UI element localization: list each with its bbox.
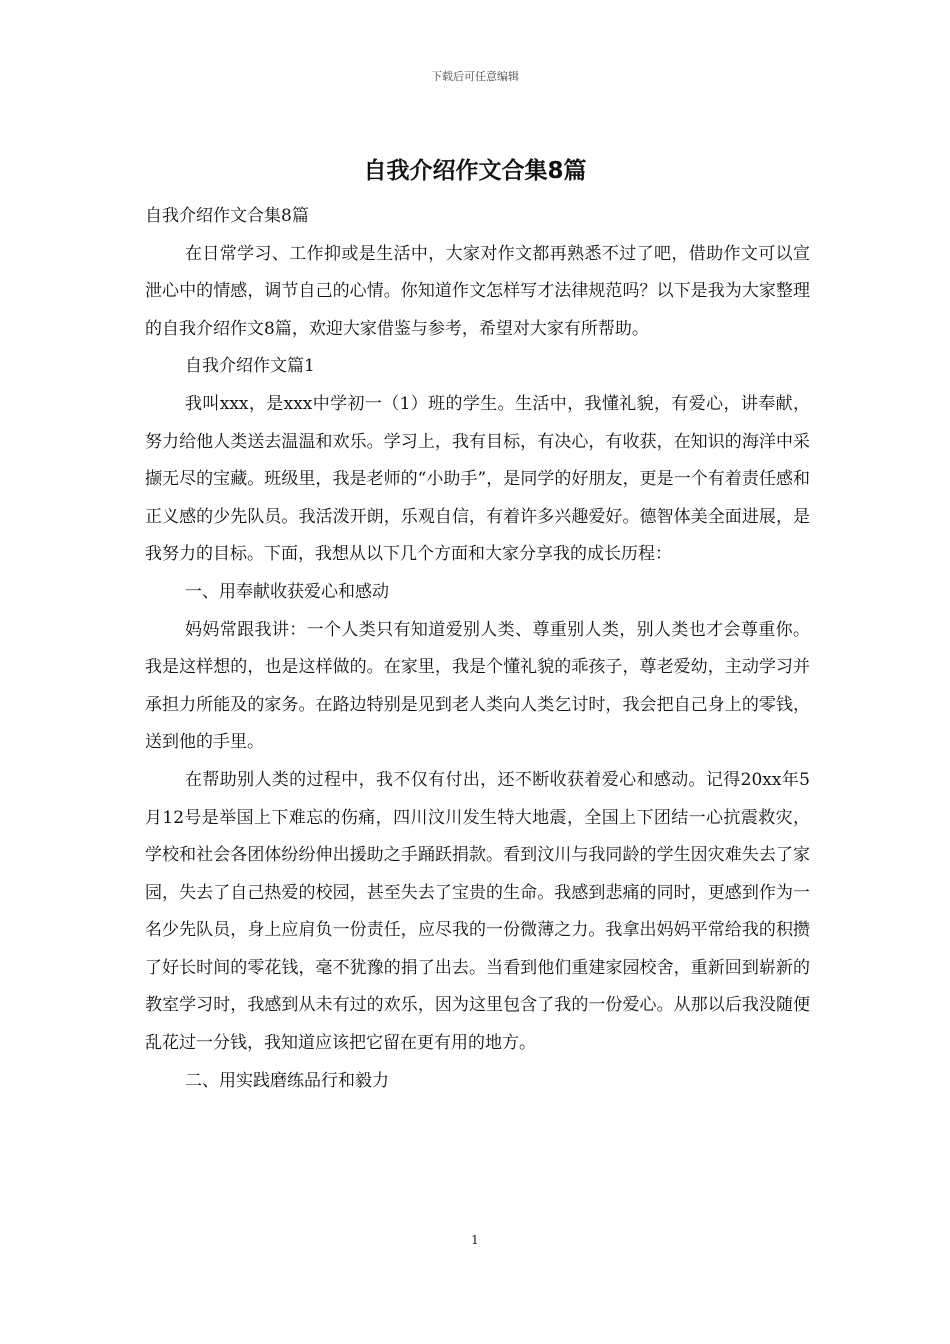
body-paragraph: 我叫xxx，是xxx中学初一（1）班的学生。生活中，我懂礼貌，有爱心，讲奉献，努力给他人类送去温温和欢乐。学习上，我有目标，有决心，有收获，在知识的海洋中采撷无尽的宝藏。班级里，我是老师的“小助手”，是同学的好朋友，更是一个有着责任感和正义感的少先队员。我活泼开朗，乐观自信，有着许多兴趣爱好。德智体美全面进展，是我努力的目标。下面，我想从以下几个方面和大家分享我的成长历程： bbox=[145, 393, 810, 565]
document-body bbox=[145, 198, 810, 1100]
body-paragraph: 在帮助别人类的过程中，我不仅有付出，还不断收获着爱心和感动。记得20xx年5月12号是举国上下难忘的伤痛，四川汶川发生特大地震，全国上下团结一心抗震救灾，学校和社会各团体纷纷伸出援助之手踊跃捐款。看到汶川与我同龄的学生因灾难失去了家园，失去了自己热爱的校园，甚至失去了宝贵的生命。我感到悲痛的同时，更感到作为一名少先队员，身上应肩负一份责任，应尽我的一份微薄之力。我拿出妈妈平常给我的积攒了好长时间的零花钱，毫不犹豫的捐了出去。当看到他们重建家园校舍，重新回到崭新的教室学习时，我感到从未有过的欢乐，因为这里包含了我的一份爱心。从那以后我没随便乱花过一分钱，我知道应该把它留在更有用的地方。 bbox=[145, 769, 810, 1054]
subsection-heading: 一、用奉献收获爱心和感动 bbox=[185, 581, 389, 602]
section-heading: 自我介绍作文篇1 bbox=[185, 356, 315, 377]
page-number: 1 bbox=[471, 1233, 479, 1247]
body-subtitle: 自我介绍作文合集8篇 bbox=[145, 206, 309, 226]
subsection-heading: 二、用实践磨练品行和毅力 bbox=[185, 1070, 389, 1091]
intro-paragraph: 在日常学习、工作抑或是生活中，大家对作文都再熟悉不过了吧，借助作文可以宣泄心中的情感，调节自己的心情。你知道作文怎样写才法律规范吗？以下是我为大家整理的自我介绍作文8篇，欢迎大家借鉴与参考，希望对大家有所帮助。 bbox=[145, 243, 810, 339]
header-note: 下载后可任意编辑 bbox=[431, 70, 519, 83]
document-title: 自我介绍作文合集8篇 bbox=[363, 158, 587, 184]
body-paragraph: 妈妈常跟我讲：一个人类只有知道爱别人类、尊重别人类，别人类也才会尊重你。我是这样想的，也是这样做的。在家里，我是个懂礼貌的乖孩子，尊老爱幼，主动学习并承担力所能及的家务。在路边特别是见到老人类向人类乞讨时，我会把自己身上的零钱，送到他的手里。 bbox=[145, 619, 810, 753]
